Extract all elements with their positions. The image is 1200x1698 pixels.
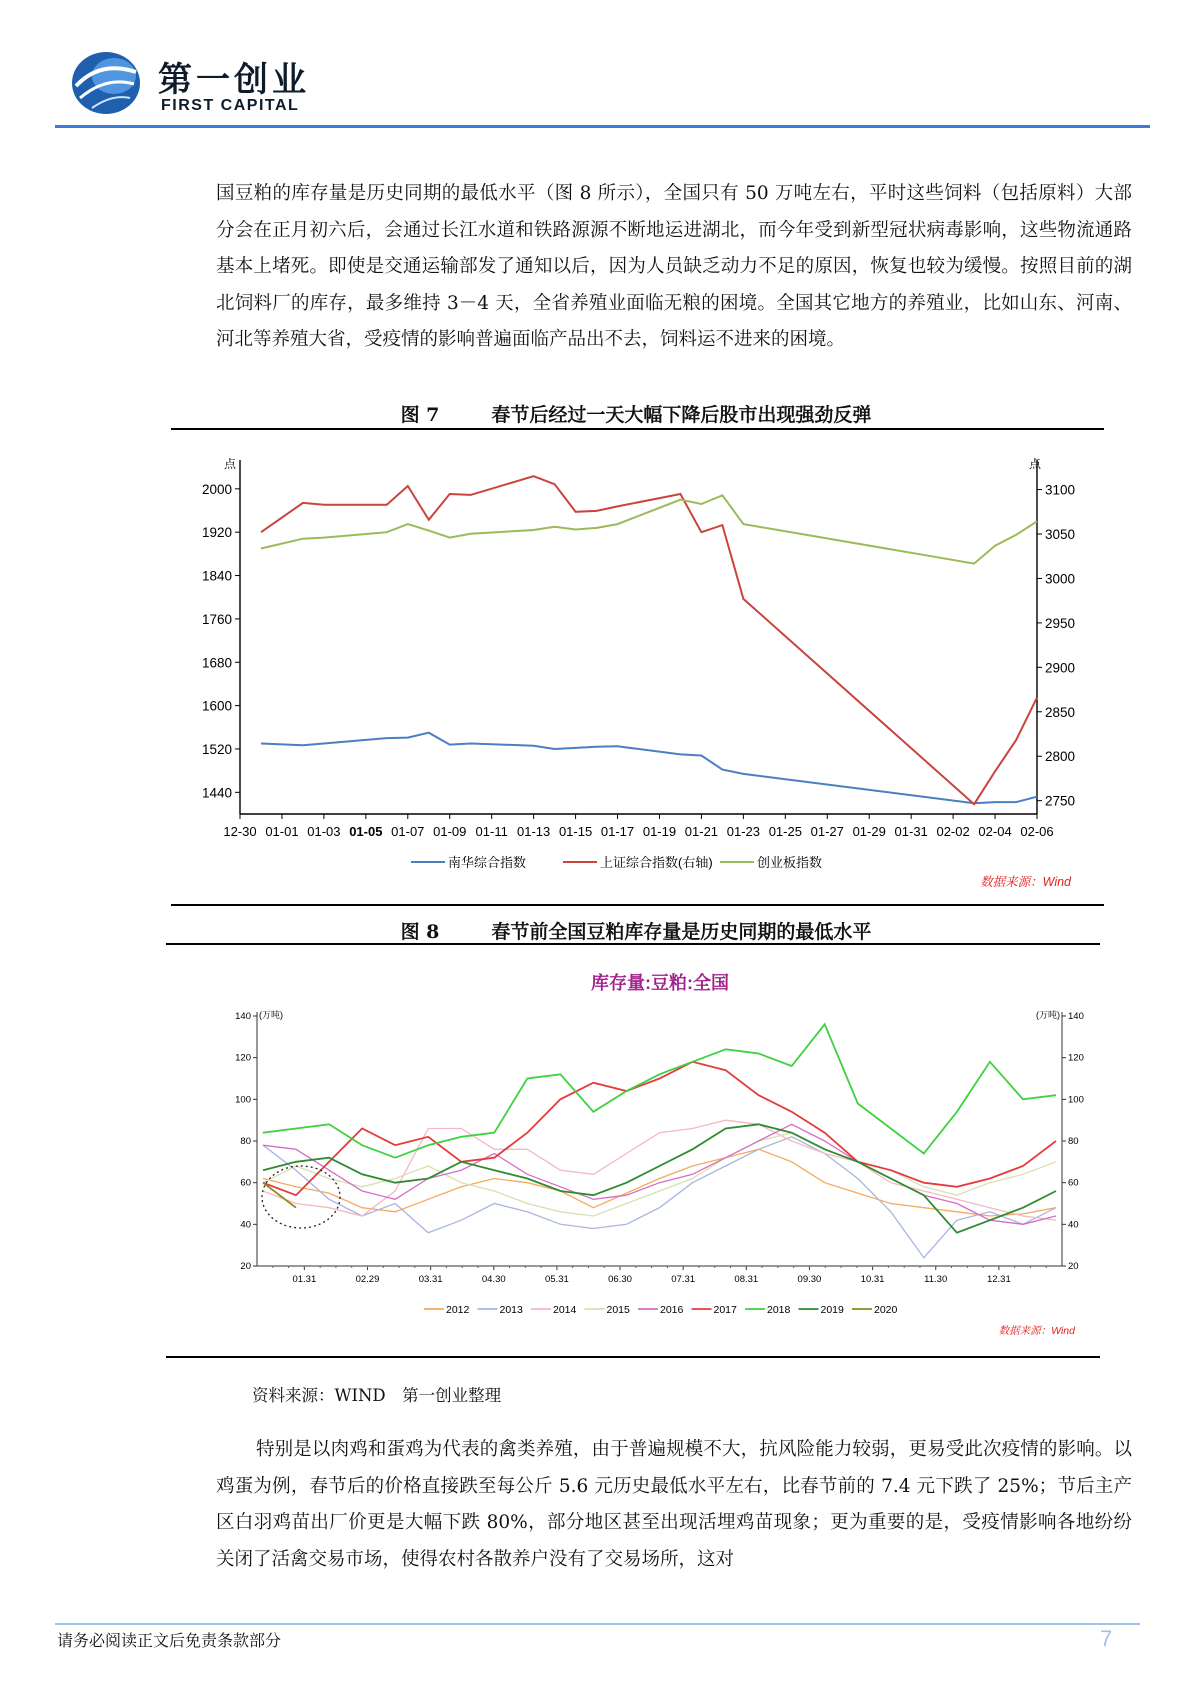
x-tick-label: 07.31 — [671, 1274, 696, 1285]
figure-8-chart — [166, 948, 1100, 1354]
y-tick-label-right: 80 — [1068, 1136, 1079, 1147]
y-tick-label-left: 1920 — [201, 525, 232, 541]
y-tick-label-left: 1440 — [201, 785, 232, 801]
figure-7-number: 图 7 — [400, 404, 440, 426]
y-tick-label-left: 1680 — [201, 655, 232, 671]
x-tick-label: 01-05 — [349, 824, 383, 839]
legend-label: 2012 — [446, 1304, 470, 1316]
y-tick-label-right: 2800 — [1045, 749, 1076, 765]
y-tick-label-right: 3050 — [1045, 527, 1076, 542]
legend-label: 上证综合指数(右轴) — [600, 855, 713, 870]
y-tick-label-right: 2850 — [1045, 704, 1076, 720]
legend-label: 2020 — [874, 1304, 898, 1316]
y-tick-label-right: 100 — [1068, 1094, 1084, 1106]
legend-label: 2014 — [553, 1304, 577, 1316]
y-tick-label-right: 3000 — [1045, 571, 1076, 587]
x-tick-label: 01-09 — [433, 824, 467, 839]
series-line-南华综合指数 — [261, 733, 1037, 804]
y-tick-label-right: 140 — [1068, 1011, 1084, 1022]
y-tick-label-left: 20 — [240, 1261, 251, 1272]
legend-label: 2017 — [713, 1304, 737, 1316]
footer-rule — [55, 1623, 1140, 1625]
figure-8-number: 图 8 — [400, 921, 440, 943]
x-tick-label: 01-19 — [642, 824, 677, 839]
y-axis-unit-left: (万吨) — [259, 1010, 283, 1020]
series-line-2014 — [263, 1120, 1056, 1220]
x-tick-label: 02-02 — [936, 824, 970, 839]
x-tick-label: 12.31 — [986, 1274, 1011, 1285]
y-tick-label-right: 2900 — [1045, 660, 1076, 676]
x-tick-label: 01-07 — [391, 824, 425, 839]
x-tick-label: 01-17 — [600, 824, 635, 839]
y-tick-label-left: 40 — [240, 1219, 251, 1231]
x-tick-label: 03.31 — [418, 1274, 443, 1285]
x-tick-label: 01-13 — [517, 824, 551, 839]
y-tick-label-left: 80 — [240, 1136, 251, 1147]
y-tick-label-left: 60 — [240, 1177, 251, 1189]
figure-8-caption: 春节前全国豆粕库存量是历史同期的最低水平 — [491, 921, 872, 943]
y-tick-label-left: 120 — [235, 1052, 251, 1064]
x-tick-label: 08.31 — [734, 1274, 759, 1285]
y-tick-label-right: 3100 — [1045, 482, 1076, 498]
brand-name-en: FIRST CAPITAL — [161, 97, 300, 114]
x-tick-label: 10.31 — [860, 1274, 885, 1285]
footer-disclaimer: 请务必阅读正文后免责条款部分 — [57, 1631, 282, 1650]
legend-label: 2019 — [820, 1304, 844, 1316]
y-tick-label-left: 1840 — [201, 568, 232, 584]
x-tick-label: 02-06 — [1020, 824, 1054, 839]
brand-name-cn: 第一创业 — [158, 60, 310, 100]
y-tick-label-left: 1760 — [201, 611, 232, 627]
legend-label: 2018 — [767, 1304, 791, 1316]
y-tick-label-left: 100 — [235, 1094, 251, 1106]
figure-7-top-rule — [171, 428, 1104, 430]
figure-8-top-rule — [166, 943, 1100, 945]
x-tick-label: 01.31 — [292, 1274, 317, 1285]
y-tick-label-left: 1600 — [201, 698, 232, 714]
x-tick-label: 04.30 — [481, 1274, 506, 1285]
figure-7-chart — [171, 432, 1104, 904]
y-tick-label-left: 140 — [235, 1011, 251, 1022]
x-tick-label: 05.31 — [545, 1274, 569, 1285]
x-tick-label: 01-31 — [894, 824, 928, 839]
y-tick-label-right: 2950 — [1045, 615, 1076, 631]
legend-label: 创业板指数 — [757, 855, 823, 870]
figure-7-source: 数据来源：Wind — [980, 875, 1071, 889]
x-tick-label: 01-29 — [852, 824, 886, 839]
y-axis-unit-right: 点 — [1028, 457, 1041, 471]
y-tick-label-right: 60 — [1068, 1177, 1079, 1189]
x-tick-label: 02-04 — [978, 824, 1012, 839]
figure-7-bottom-rule — [171, 904, 1104, 906]
figure-7-caption: 春节后经过一天大幅下降后股市出现强劲反弹 — [491, 404, 872, 426]
x-tick-label: 06.30 — [608, 1274, 632, 1285]
x-tick-label: 01-15 — [558, 824, 593, 839]
y-tick-label-right: 120 — [1068, 1052, 1084, 1064]
series-line-上证综合指数(右轴) — [261, 476, 1037, 804]
x-tick-label: 01-11 — [475, 824, 508, 839]
x-tick-label: 01-23 — [726, 824, 760, 839]
source-note: 资料来源：WIND 第一创业整理 — [252, 1386, 502, 1405]
series-line-2017 — [263, 1062, 1056, 1195]
series-line-2020 — [263, 1183, 296, 1208]
y-tick-label-left: 1520 — [201, 741, 232, 757]
figure-8-title — [170, 917, 1102, 944]
x-tick-label: 01-01 — [265, 824, 299, 839]
figure-8-source: 数据来源：Wind — [998, 1325, 1075, 1337]
body-paragraph-2: 特别是以肉鸡和蛋鸡为代表的禽类养殖，由于普遍规模不大，抗风险能力较弱，更易受此次疫情的影响。以鸡蛋为例，春节后的价格直接跌至每公斤 5.6 元历史最低水平左右，比春节前的 7.4 元下跌了 25%；节后主产区白羽鸡苗出厂价更是大幅下跌 80%，部分地区甚至出现活埋鸡苗现象；更为重要的是，受疫情影响各地纷纷关闭了活禽交易市场，使得农村各散养户没有了交易场所，这对 — [216, 1439, 1132, 1570]
x-tick-label: 12-30 — [223, 824, 257, 839]
figure-8-bottom-rule — [166, 1356, 1100, 1358]
y-tick-label-left: 2000 — [201, 481, 232, 497]
series-line-2015 — [263, 1133, 1056, 1216]
body-paragraph: 国豆粕的库存量是历史同期的最低水平（图 8 所示），全国只有 50 万吨左右，平时这些饲料（包括原料）大部分会在正月初六后，会通过长江水道和铁路源源不断地运进湖北，而今年受到新型冠状病毒影响，这些物流通路基本上堵死。即使是交通运输部发了通知以后，因为人员缺乏动力不足的原因，恢复也较为缓慢。按照目前的湖北饲料厂的库存，最多维持 3－4 天，全省养殖业面临无粮的困境。全国其它地方的养殖业，比如山东、河南、河北等养殖大省，受疫情的影响普遍面临产品出不去，饲料运不进来的困境。 — [216, 183, 1132, 350]
y-axis-unit-right: (万吨) — [1036, 1010, 1060, 1020]
company-logo — [70, 50, 142, 116]
legend-label: 南华综合指数 — [448, 855, 527, 870]
legend-label: 2016 — [660, 1304, 684, 1316]
x-tick-label: 01-25 — [768, 824, 802, 839]
x-tick-label: 01-27 — [810, 824, 844, 839]
series-line-2013 — [263, 1137, 1056, 1258]
legend-label: 2015 — [606, 1304, 630, 1316]
header-rule — [55, 125, 1150, 128]
y-axis-unit-left: 点 — [223, 457, 236, 471]
figure-8-chart-title: 库存量:豆粕:全国 — [591, 973, 729, 993]
x-tick-label: 09.30 — [797, 1274, 822, 1285]
x-tick-label: 01-21 — [684, 824, 719, 839]
x-tick-label: 01-03 — [307, 824, 341, 839]
y-tick-label-right: 40 — [1068, 1219, 1079, 1231]
y-tick-label-right: 2750 — [1045, 793, 1076, 809]
figure-7-title — [170, 400, 1102, 427]
x-tick-label: 11.30 — [924, 1274, 948, 1285]
page-number: 7 — [1100, 1626, 1113, 1651]
y-tick-label-right: 20 — [1068, 1261, 1079, 1272]
legend-label: 2013 — [499, 1304, 523, 1316]
x-tick-label: 02.29 — [355, 1274, 380, 1285]
